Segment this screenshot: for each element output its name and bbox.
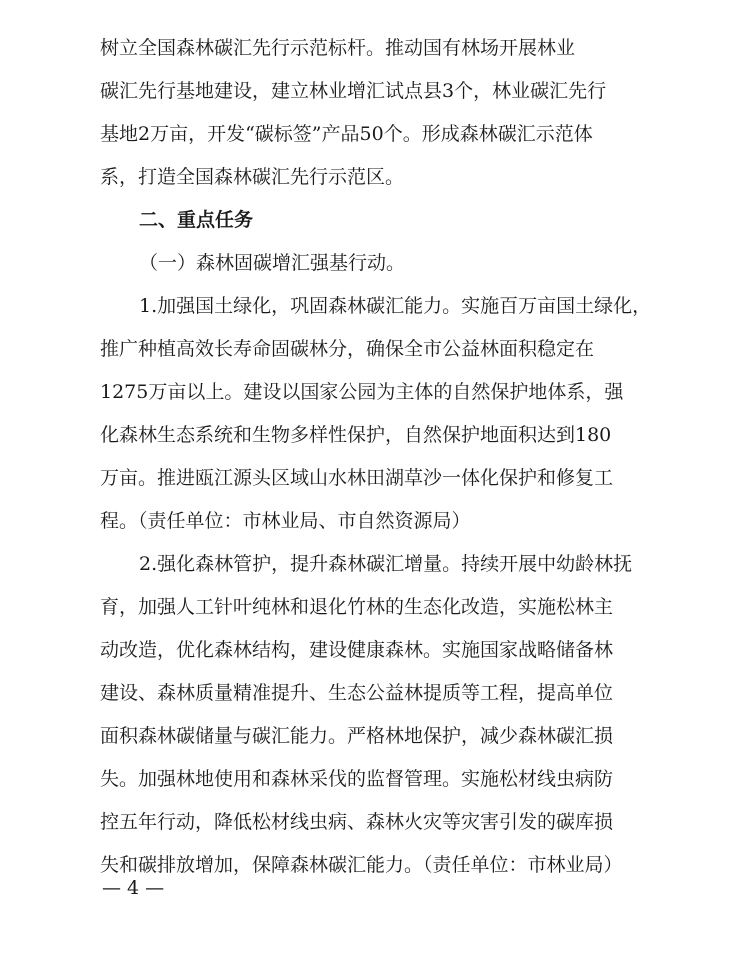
intro-line-2: 碳汇先行基地建设，建立林业增汇试点县3个，林业碳汇先行 bbox=[100, 80, 607, 102]
item2-line-7: 控五年行动，降低松材线虫病、森林火灾等灾害引发的碳库损 bbox=[100, 811, 614, 833]
item2-line-1: 2.强化森林管护，提升森林碳汇增量。持续开展中幼龄林抚 bbox=[139, 553, 633, 575]
item1-line-2: 推广种植高效长寿命固碳林分，确保全市公益林面积稳定在 bbox=[100, 338, 595, 360]
item2-line-2: 育，加强人工针叶纯林和退化竹林的生态化改造，实施松林主 bbox=[100, 596, 614, 618]
page-number: — 4 — bbox=[102, 877, 165, 899]
intro-line-3: 基地2万亩，开发“碳标签”产品50个。形成森林碳汇示范体 bbox=[100, 123, 593, 145]
intro-line-1: 树立全国森林碳汇先行示范标杆。推动国有林场开展林业 bbox=[100, 37, 576, 59]
item1-line-6: 程。（责任单位：市林业局、市自然资源局） bbox=[100, 510, 471, 532]
item2-line-6: 失。加强林地使用和森林采伐的监督管理。实施松材线虫病防 bbox=[100, 768, 614, 790]
intro-line-4: 系，打造全国森林碳汇先行示范区。 bbox=[100, 166, 405, 188]
item1-line-3: 1275万亩以上。建设以国家公园为主体的自然保护地体系，强 bbox=[100, 381, 624, 403]
item1-line-5: 万亩。推进瓯江源头区域山水林田湖草沙一体化保护和修复工 bbox=[100, 467, 614, 489]
subsection-heading: （一）森林固碳增汇强基行动。 bbox=[139, 252, 406, 274]
item2-line-3: 动改造，优化森林结构，建设健康森林。实施国家战略储备林 bbox=[100, 639, 614, 661]
item1-line-4: 化森林生态系统和生物多样性保护，自然保护地面积达到180 bbox=[100, 424, 612, 446]
section-heading: 二、重点任务 bbox=[139, 209, 254, 231]
item2-line-5: 面积森林碳储量与碳汇能力。严格林地保护，减少森林碳汇损 bbox=[100, 725, 614, 747]
item1-line-1: 1.加强国土绿化，巩固森林碳汇能力。实施百万亩国土绿化， bbox=[139, 295, 652, 317]
item2-line-4: 建设、森林质量精准提升、生态公益林提质等工程，提高单位 bbox=[100, 682, 614, 704]
item2-line-8: 失和碳排放增加，保障森林碳汇能力。（责任单位：市林业局） bbox=[100, 854, 623, 876]
